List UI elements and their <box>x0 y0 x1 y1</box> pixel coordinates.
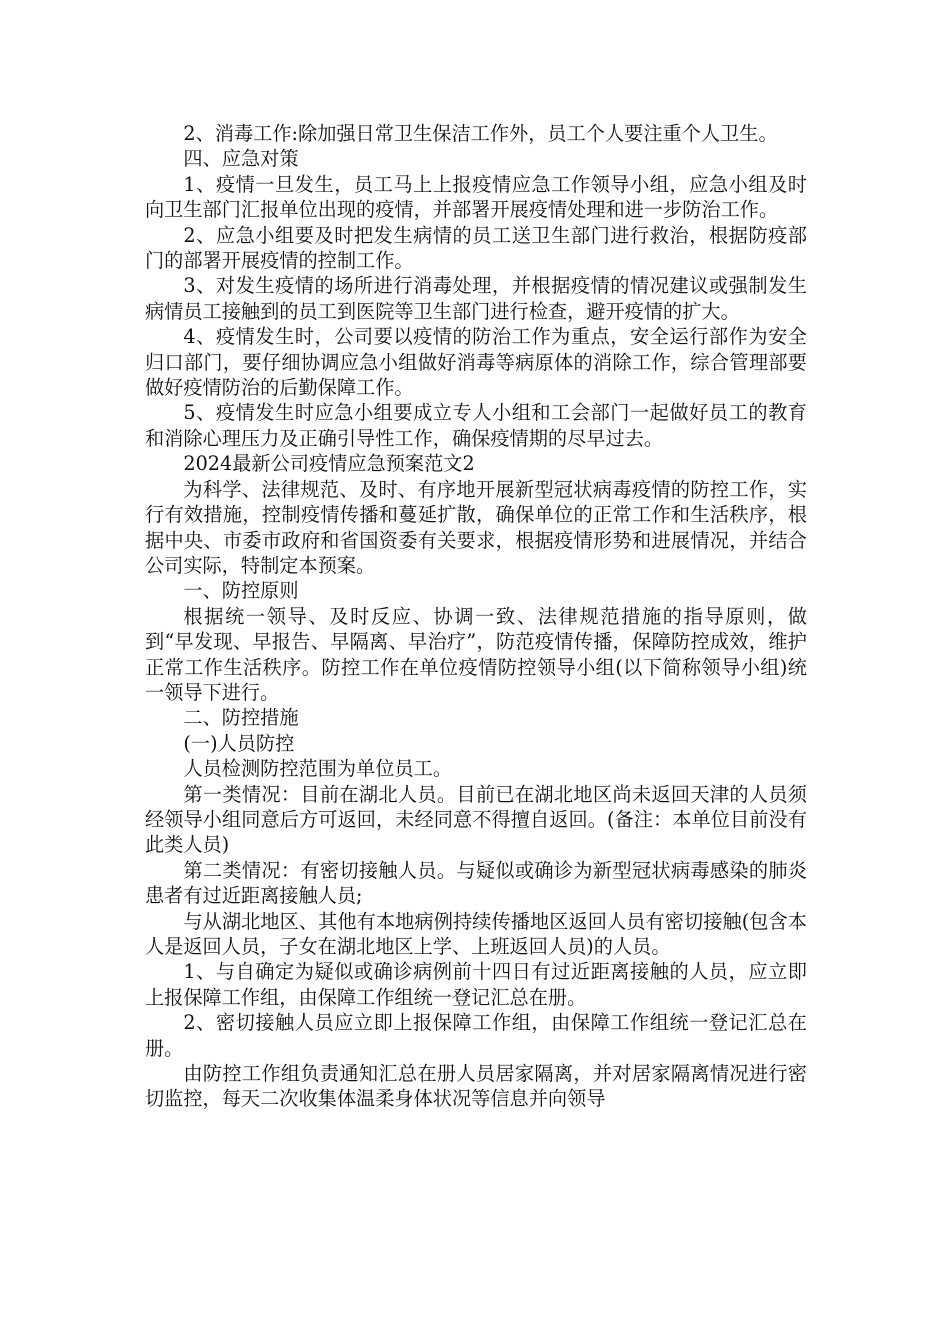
paragraph: 5、疫情发生时应急小组要成立专人小组和工会部门一起做好员工的教育和消除心理压力及正确引导性工作，确保疫情期的尽早过去。 <box>145 401 807 450</box>
paragraph: 3、对发生疫情的场所进行消毒处理，并根据疫情的情况建议或强制发生病情员工接触到的员工到医院等卫生部门进行检查，避开疫情的扩大。 <box>145 274 807 323</box>
section-heading: 四、应急对策 <box>183 147 299 171</box>
paragraph: 第一类情况：目前在湖北人员。目前已在湖北地区尚未返回天津的人员须经领导小组同意后方可返回，未经同意不得擅自返回。(备注：本单位目前没有此类人员) <box>145 782 807 857</box>
paragraph: 第二类情况：有密切接触人员。与疑似或确诊为新型冠状病毒感染的肺炎患者有过近距离接触人员; <box>145 858 807 908</box>
paragraph: 与从湖北地区、其他有本地病例持续传播地区返回人员有密切接触(包含本人是返回人员，子女在湖北地区上学、上班返回人员)的人员。 <box>145 909 807 958</box>
section-heading: 二、防控措施 <box>183 706 299 730</box>
paragraph: 2、密切接触人员应立即上报保障工作组，由保障工作组统一登记汇总在册。 <box>145 1011 807 1060</box>
paragraph: 人员检测防控范围为单位员工。 <box>183 757 453 781</box>
subsection-heading: (一)人员防控 <box>183 731 295 755</box>
section-heading: 一、防控原则 <box>183 579 299 603</box>
document-subtitle: 2024最新公司疫情应急预案范文2 <box>183 452 475 476</box>
document-body <box>145 121 807 1112</box>
paragraph: 4、疫情发生时，公司要以疫情的防治工作为重点，安全运行部作为安全归口部门，要仔细协调应急小组做好消毒等病原体的消除工作，综合管理部要做好疫情防治的后勤保障工作。 <box>145 325 807 400</box>
paragraph: 1、疫情一旦发生，员工马上上报疫情应急工作领导小组，应急小组及时向卫生部门汇报单位出现的疫情，并部署开展疫情处理和进一步防治工作。 <box>145 172 807 222</box>
paragraph: 由防控工作组负责通知汇总在册人员居家隔离，并对居家隔离情况进行密切监控，每天二次收集体温柔身体状况等信息并向领导 <box>145 1062 807 1111</box>
paragraph: 根据统一领导、及时反应、协调一致、法律规范措施的指导原则，做到“早发现、早报告、早隔离、早治疗”，防范疫情传播，保障防控成效，维护正常工作生活秩序。防控工作在单位疫情防控领导小组(以下简称领导小组)统一领导下进行。 <box>145 604 807 704</box>
paragraph: 2、应急小组要及时把发生病情的员工送卫生部门进行救治，根据防疫部门的部署开展疫情的控制工作。 <box>145 223 807 273</box>
paragraph: 为科学、法律规范、及时、有序地开展新型冠状病毒疫情的防控工作，实行有效措施，控制疫情传播和蔓延扩散，确保单位的正常工作和生活秩序，根据中央、市委市政府和省国资委有关要求，根据疫情形势和进展情况，并结合公司实际，特制定本预案。 <box>145 477 807 577</box>
paragraph: 1、与自确定为疑似或确诊病例前十四日有过近距离接触的人员，应立即上报保障工作组，由保障工作组统一登记汇总在册。 <box>145 960 807 1009</box>
paragraph: 2、消毒工作:除加强日常卫生保洁工作外，员工个人要注重个人卫生。 <box>183 122 778 145</box>
